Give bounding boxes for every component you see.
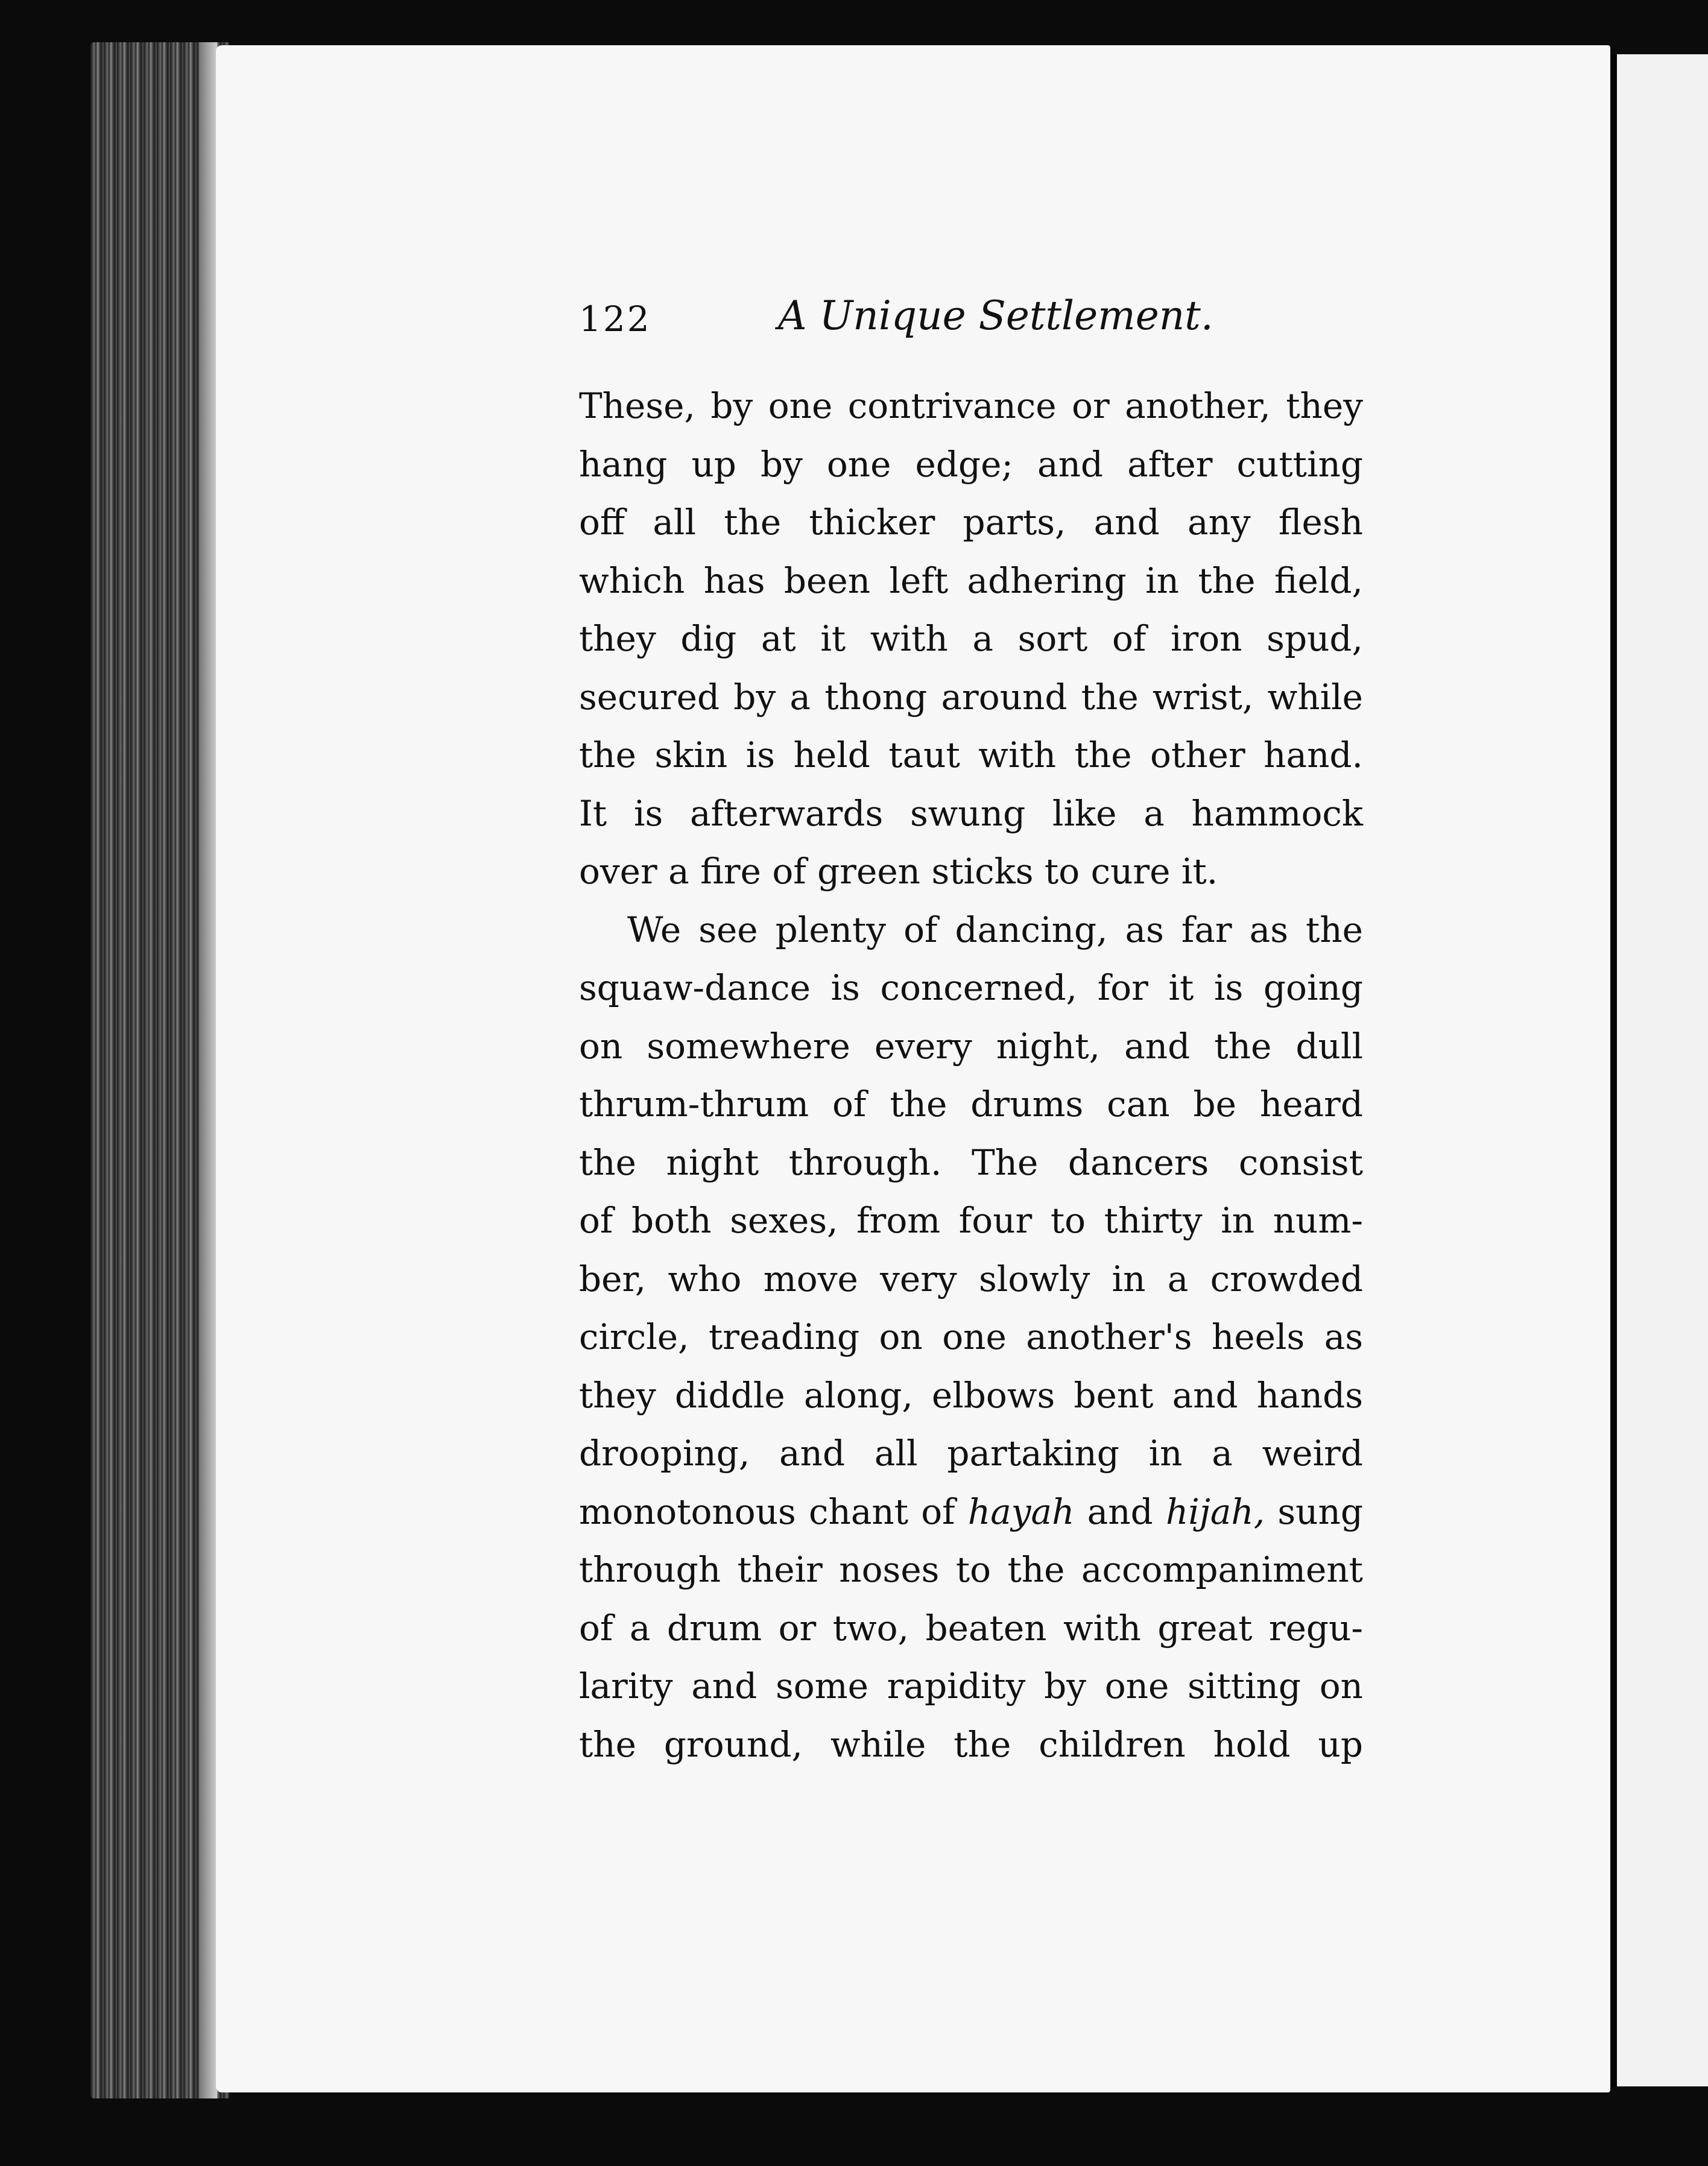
text-line: of both sexes, from four to thirty in num- <box>579 1200 1363 1241</box>
text-fragment: and <box>1074 1491 1166 1532</box>
text-line: hang up by one edge; and after cutting <box>579 443 1363 485</box>
text-line: of a drum or two, beaten with great regu- <box>579 1607 1363 1649</box>
text-line: off all the thicker parts, and any flesh <box>579 502 1363 543</box>
text-fragment: sung <box>1265 1491 1363 1532</box>
text-line: they diddle along, elbows bent and hands <box>579 1374 1363 1416</box>
text-line: thrum-thrum of the drums can be heard <box>579 1084 1363 1125</box>
text-line: the night through. The dancers consist <box>579 1141 1363 1183</box>
italic-word-hayah: hayah <box>967 1491 1075 1532</box>
text-line-with-italics <box>579 1483 1363 1541</box>
running-title: A Unique Settlement. <box>778 292 1213 339</box>
text-line: the skin is held taut with the other hand. <box>579 734 1363 775</box>
body-text <box>579 377 1363 1773</box>
text-line: on somewhere every night, and the dull <box>579 1025 1363 1067</box>
text-line: larity and some rapidity by one sitting on <box>579 1666 1363 1707</box>
italic-word-hijah: hijah, <box>1165 1491 1265 1532</box>
text-line: These, by one contrivance or another, they <box>579 385 1363 426</box>
text-line: circle, treading on one another's heels as <box>579 1316 1363 1357</box>
text-line: which has been left adhering in the field, <box>579 560 1363 601</box>
text-line: through their noses to the accompaniment <box>579 1549 1363 1590</box>
running-head <box>579 292 1213 353</box>
paragraph <box>579 377 1363 901</box>
text-line: drooping, and all partaking in a weird <box>579 1433 1363 1474</box>
text-line: ber, who move very slowly in a crowded <box>579 1258 1363 1299</box>
text-fragment: monotonous chant of <box>579 1491 968 1532</box>
gutter-fold-line <box>1612 54 1617 2086</box>
paragraph <box>579 901 1363 1774</box>
text-line: We see plenty of dancing, as far as the <box>627 909 1363 950</box>
facing-page-edge <box>1617 54 1708 2086</box>
text-line: the ground, while the children hold up <box>579 1723 1363 1765</box>
text-line: over a fire of green sticks to cure it. <box>579 851 1218 892</box>
text-line: they dig at it with a sort of iron spud, <box>579 618 1363 659</box>
text-line: It is afterwards swung like a hammock <box>579 792 1363 834</box>
text-line: squaw-dance is concerned, for it is going <box>579 967 1363 1008</box>
text-line: secured by a thong around the wrist, while <box>579 676 1363 718</box>
page-number: 122 <box>579 298 651 339</box>
book-edge-shadow <box>199 42 217 2098</box>
